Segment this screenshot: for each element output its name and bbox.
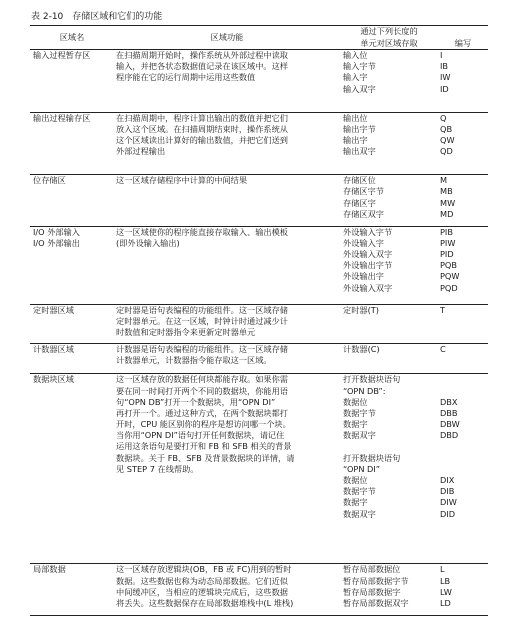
- notation-cell-line: [440, 464, 486, 475]
- area-function-cell: [113, 112, 340, 175]
- notation-cell-line: MW: [440, 197, 456, 208]
- access-unit-cell-line: 存储区字: [343, 197, 376, 208]
- table-row: [30, 564, 488, 616]
- notation-cell: [437, 564, 488, 616]
- access-unit-cell-line: 输出位: [343, 112, 368, 123]
- notation-cell-line: PID: [440, 249, 454, 260]
- header-area-function: 区域功能: [113, 26, 340, 50]
- area-function-cell-line: 开时，CPU 能区别你的程序是想访问哪一个块。: [116, 419, 291, 430]
- notation-cell-line: PIB: [440, 226, 453, 237]
- area-function-cell-line: 将丢失。这些数据保存在局部数据堆栈中(L 堆栈): [116, 598, 294, 609]
- header-area-name: 区域名: [30, 26, 113, 50]
- area-name-cell-line: 位存储区: [33, 175, 66, 186]
- area-function-cell-line: 再打开一个。通过这种方式，在两个数据块都打: [116, 407, 288, 418]
- access-unit-cell-line: 输入字: [343, 72, 368, 83]
- access-unit-cell: [340, 175, 437, 226]
- notation-cell-line: [440, 386, 486, 397]
- notation-cell: [437, 305, 488, 344]
- area-name-cell: [30, 112, 113, 175]
- access-unit-cell-line: 计数器(C): [343, 344, 380, 355]
- area-name-cell-line: I/O 外部输出: [33, 237, 80, 248]
- notation-cell-line: DIX: [440, 475, 455, 486]
- area-function-cell-line: 运用这条语句是要打开和 FB 和 SFB 相关的背景: [116, 441, 292, 452]
- access-unit-cell-line: 外设输出字: [343, 271, 384, 282]
- access-unit-cell-line: 数据字: [343, 419, 368, 430]
- notation-cell-line: Q: [440, 112, 447, 123]
- access-unit-cell-line: 外设输出字节: [343, 260, 393, 271]
- access-unit-cell-line: 外设输入字节: [343, 226, 393, 237]
- access-unit-cell: [340, 50, 437, 113]
- area-function-cell: [113, 50, 340, 113]
- storage-area-table: [30, 25, 488, 616]
- access-unit-cell-line: 外设输入双字: [343, 282, 393, 293]
- table-row: [30, 175, 488, 226]
- access-unit-cell: [340, 305, 437, 344]
- access-unit-cell-line: “OPN DI”: [343, 463, 381, 474]
- access-unit-cell-line: “OPN DB”:: [343, 385, 386, 396]
- access-unit-cell-line: 输入双字: [343, 83, 376, 94]
- area-function-cell-line: 这一区域存放逻辑块(OB，FB 或 FC)用到的暂时: [116, 564, 292, 575]
- notation-cell-line: LD: [440, 598, 451, 609]
- notation-cell-line: C: [440, 344, 446, 355]
- table-caption: 表 2-10 存储区域和它们的功能: [31, 12, 163, 22]
- access-unit-cell-line: 输入位: [343, 50, 368, 60]
- notation-cell-line: T: [440, 305, 446, 315]
- access-unit-cell: [340, 226, 437, 304]
- notation-cell-line: DBD: [440, 430, 459, 441]
- notation-cell-line: PQB: [440, 260, 457, 271]
- area-function-cell-line: 定时器是语句表编程的功能组件。这一区域存储: [116, 305, 288, 315]
- access-unit-cell-line: 数据位: [343, 475, 368, 486]
- notation-cell-line: MD: [440, 208, 454, 219]
- notation-cell-line: IW: [440, 72, 451, 83]
- area-name-cell: [30, 226, 113, 304]
- notation-cell-line: MB: [440, 186, 453, 197]
- notation-cell: [437, 50, 488, 113]
- area-name-cell: [30, 374, 113, 564]
- notation-cell-line: [440, 453, 486, 464]
- access-unit-cell-line: 存储区字节: [343, 186, 384, 197]
- notation-cell-line: IB: [440, 61, 449, 72]
- area-function-cell-line: 这一区域存储程序中计算的中间结果: [116, 175, 248, 186]
- area-function-cell-line: 时数值和定时器指令来更新定时器单元: [116, 327, 256, 338]
- area-function-cell-line: 放入这个区域。在扫描周期结束时，操作系统从: [116, 123, 288, 134]
- access-unit-cell: [340, 344, 437, 374]
- notation-cell-line: DBB: [440, 407, 458, 418]
- notation-cell-line: [440, 374, 486, 385]
- area-name-cell-line: 计数器区域: [33, 344, 74, 355]
- access-unit-cell-line: 暂存局部数据字: [343, 586, 401, 597]
- table-row: [30, 344, 488, 374]
- area-function-cell-line: 计数器单元，计数器指令能存取这一区域。: [116, 355, 272, 366]
- area-function-cell-line: 程序能在它的运行周期中运用这些数值: [116, 72, 256, 83]
- area-name-cell: [30, 50, 113, 113]
- area-function-cell-line: 在扫描周期中，程序计算出输出的数值并把它们: [116, 112, 288, 123]
- area-name-cell: [30, 344, 113, 374]
- access-unit-cell-line: 打开数据块语句: [343, 374, 401, 385]
- area-function-cell: [113, 175, 340, 226]
- notation-cell: [437, 226, 488, 304]
- access-unit-cell-line: 打开数据块语句: [343, 452, 401, 463]
- access-unit-cell-line: 暂存局部数据字节: [343, 575, 409, 586]
- header-notation: 编写: [437, 38, 488, 50]
- area-name-cell-line: 定时器区域: [33, 305, 74, 315]
- notation-cell: [437, 112, 488, 175]
- area-function-cell-line: 在扫描周期开始时，操作系统从外部过程中读取: [116, 50, 288, 60]
- header-access-unit-line2: 单元对区域存取: [340, 38, 437, 50]
- access-unit-cell-line: 存储区位: [343, 175, 376, 186]
- area-function-cell-line: 这个区域读出计算好的输出数值，并把它们送到: [116, 135, 288, 145]
- notation-cell-line: DID: [440, 508, 456, 519]
- access-unit-cell-line: 数据双字: [343, 508, 376, 519]
- table-row: [30, 112, 488, 175]
- area-name-cell: [30, 564, 113, 616]
- access-unit-cell-line: 输出双字: [343, 146, 376, 157]
- access-unit-cell-line: 存储区双字: [343, 208, 384, 219]
- area-name-cell-line: 局部数据: [33, 564, 66, 575]
- access-unit-cell-line: 数据双字: [343, 430, 376, 441]
- area-function-cell: [113, 374, 340, 564]
- access-unit-cell-line: 外设输入双字: [343, 249, 393, 260]
- area-function-cell-line: 输入，并把各状态数据值记录在该区域中。这样: [116, 61, 288, 72]
- area-function-cell-line: 中间缓冲区，当相应的逻辑块完成后，这些数据: [116, 586, 288, 597]
- access-unit-cell-line: 数据字: [343, 497, 368, 508]
- access-unit-cell-line: 暂存局部数据位: [343, 564, 401, 575]
- access-unit-cell-line: [343, 441, 435, 452]
- area-function-cell-line: 定时器单元。在这一区域，时钟计时通过减少计: [116, 316, 288, 327]
- area-name-cell: [30, 175, 113, 226]
- notation-cell-line: DIB: [440, 486, 455, 497]
- notation-cell-line: DBW: [440, 419, 460, 430]
- access-unit-cell: [340, 564, 437, 616]
- area-function-cell-line: 要在同一时间打开两个不同的数据块，你能用语: [116, 385, 288, 396]
- notation-cell-line: QW: [440, 135, 455, 145]
- area-function-cell-line: 外部过程输出: [116, 146, 166, 157]
- access-unit-cell-line: 数据字节: [343, 407, 376, 418]
- area-name-cell-line: 数据块区域: [33, 374, 74, 385]
- table-row: [30, 374, 488, 564]
- area-function-cell-line: 计数器是语句表编程的功能组件。这一区域存储: [116, 344, 288, 355]
- area-function-cell-line: 句“OPN DB”打开一个数据块，用“OPN DI”: [116, 396, 276, 407]
- area-function-cell-line: 数据。这些数据也称为动态局部数据。它们近似: [116, 575, 288, 586]
- notation-cell-line: PQD: [440, 282, 458, 293]
- area-name-cell-line: 输入过程暂存区: [33, 50, 91, 60]
- area-function-cell-line: 当你用“OPN DI”语句打开任何数据块，请记住: [116, 430, 285, 441]
- access-unit-cell-line: 定时器(T): [343, 305, 379, 315]
- access-unit-cell-line: 输出字: [343, 135, 368, 145]
- area-function-cell-line: 这一区域存放的数据任何块都能存取。如果你需: [116, 374, 288, 385]
- area-function-cell-line: (即外设输入输出): [116, 237, 180, 248]
- area-function-cell: [113, 305, 340, 344]
- table-row: [30, 226, 488, 304]
- access-unit-cell-line: 外设输入字: [343, 237, 384, 248]
- notation-cell-line: L: [440, 564, 445, 575]
- access-unit-cell-line: 输出字节: [343, 123, 376, 134]
- notation-cell-line: PIW: [440, 237, 456, 248]
- notation-cell: [437, 175, 488, 226]
- notation-cell-line: QB: [440, 123, 453, 134]
- notation-cell-line: LB: [440, 575, 451, 586]
- table-body: [30, 50, 488, 616]
- notation-cell: [437, 374, 488, 564]
- notation-cell: [437, 344, 488, 374]
- notation-cell-line: PQW: [440, 271, 460, 282]
- area-function-cell: [113, 226, 340, 304]
- access-unit-cell-line: 输入字节: [343, 61, 376, 72]
- access-unit-cell: [340, 112, 437, 175]
- notation-cell-line: DIW: [440, 497, 457, 508]
- notation-cell-line: [440, 441, 486, 452]
- area-name-cell: [30, 305, 113, 344]
- notation-cell-line: DBX: [440, 396, 458, 407]
- notation-cell-line: QD: [440, 146, 453, 157]
- notation-cell-line: ID: [440, 83, 449, 94]
- table-row: [30, 50, 488, 113]
- table-row: [30, 305, 488, 344]
- notation-cell-line: LW: [440, 586, 452, 597]
- area-name-cell-line: 输出过程输存区: [33, 112, 91, 123]
- area-function-cell-line: 见 STEP 7 在线帮助。: [116, 463, 199, 474]
- access-unit-cell-line: 数据位: [343, 396, 368, 407]
- header-access-unit-line1: 通过下列长度的: [340, 26, 437, 38]
- area-function-cell-line: 数据块。关于 FB、SFB 及背景数据块的详情，请: [116, 452, 295, 463]
- area-function-cell: [113, 344, 340, 374]
- notation-cell-line: M: [440, 175, 448, 186]
- area-function-cell-line: 这一区域使你的程序能直接存取输入、输出模板: [116, 226, 288, 237]
- access-unit-cell-line: 暂存局部数据双字: [343, 598, 409, 609]
- notation-cell-line: I: [440, 50, 443, 60]
- header-notation-top: [437, 26, 488, 38]
- access-unit-cell: [340, 374, 437, 564]
- area-function-cell: [113, 564, 340, 616]
- area-name-cell-line: I/O 外部输入: [33, 226, 80, 237]
- access-unit-cell-line: 数据字节: [343, 486, 376, 497]
